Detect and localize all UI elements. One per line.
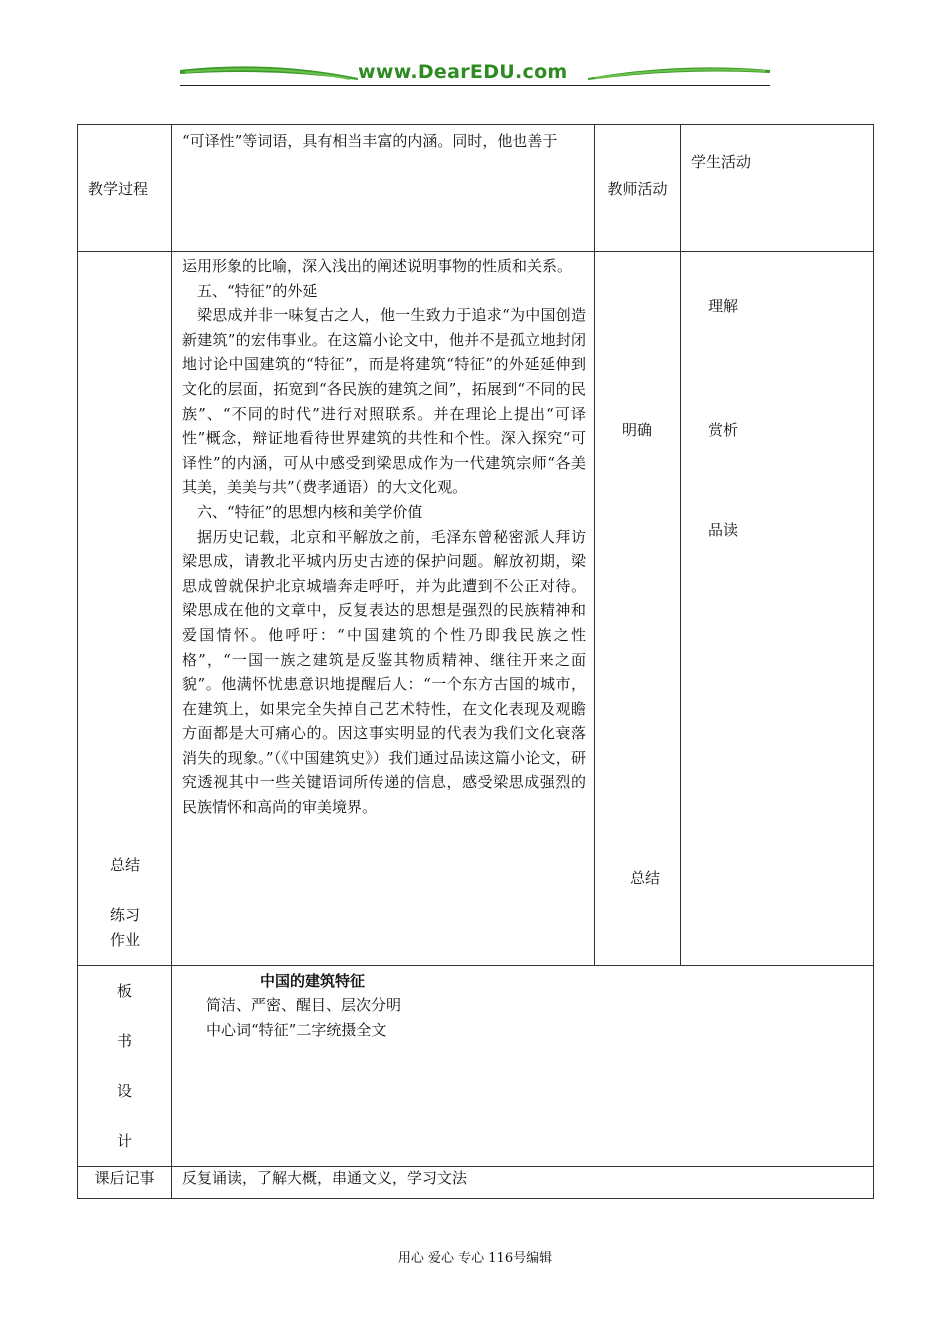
paragraph: 运用形象的比喻，深入浅出的阐述说明事物的性质和关系。 xyxy=(182,257,573,275)
board-line: 简洁、严密、醒目、层次分明 xyxy=(206,996,402,1014)
table-row xyxy=(78,966,874,1167)
label-summary: 总结 xyxy=(110,856,141,874)
main-content-cell xyxy=(172,252,595,966)
after-class-notes-content: 反复诵读，了解大概，串通文义，学习文法 xyxy=(172,1167,874,1199)
header-rule xyxy=(180,85,770,86)
paragraph: 据历史记载，北京和平解放之前，毛泽东曾秘密派人拜访梁思成，请教北平城内历史古迹的保护问题。解放初期，梁思成曾就保护北京城墙奔走呼吁，并为此遭到不公正对待。梁思成在他的文章中，反复表达的思想是强烈的民族精神和爱国情怀。他呼吁：“中国建筑的个性乃即我民族之性格”，“一国一族之建筑是反鉴其物质精神、继往开来之面貌”。他满怀忧患意识地提醒后人：“一个东方古国的城市，在建筑上，如果完全失掉自己艺术特性，在文化表现及观瞻方面都是大可痛心的。因这事实明显的代表为我们文化衰落消失的现象。”（《中国建筑史》）我们通过品读这篇小论文，研究透视其中一些关键语词所传递的信息，感受梁思成强烈的民族情怀和高尚的审美境界。 xyxy=(182,527,586,817)
board-design-content xyxy=(172,966,874,1167)
student-item: 赏析 xyxy=(708,421,739,439)
table-row xyxy=(78,1167,874,1199)
board-design-label xyxy=(78,966,172,1167)
board-label-char: 设 xyxy=(116,1082,132,1100)
board-line: 中心词“特征”二字统摄全文 xyxy=(206,1021,387,1039)
student-activity-cell xyxy=(681,252,874,966)
board-title: 中国的建筑特征 xyxy=(260,972,366,990)
section-heading: 六、“特征”的思想内核和美学价值 xyxy=(197,502,423,521)
student-item: 理解 xyxy=(708,297,739,315)
process-content-cell: “可译性”等词语，具有相当丰富的内涵。同时，他也善于 xyxy=(172,125,595,252)
lesson-plan-table xyxy=(77,124,874,1199)
teacher-activity-cell xyxy=(595,252,681,966)
page-footer: 用心 爱心 专心 116号编辑 xyxy=(397,1251,553,1266)
student-activity-header: 学生活动 xyxy=(681,125,874,252)
paragraph: 梁思成并非一味复古之人，他一生致力于追求“为中国创造新建筑”的宏伟事业。在这篇小论文中，他并不是孤立地封闭地讨论中国建筑的“特征”，而是将建筑“特征”的外延延伸到文化的层面，拓宽到“各民族的建筑之间”，拓展到“不同的民族”、“不同的时代”进行对照联系。并在理论上提出“可译性”概念，辩证地看待世界建筑的共性和个性。深入探究“可译性”的内涵，可从中感受到梁思成作为一代建筑宗师“各美其美，美美与共”（费孝通语）的大文化观。 xyxy=(182,306,586,497)
table-row xyxy=(78,125,874,252)
board-label-char: 板 xyxy=(116,982,132,1000)
teacher-item: 总结 xyxy=(630,869,661,887)
teacher-item: 明确 xyxy=(622,421,653,439)
board-label-char: 计 xyxy=(116,1132,132,1150)
teaching-process-label: 教学过程 xyxy=(78,125,172,252)
site-logo-text: www.DearEDU.com xyxy=(358,61,568,83)
label-practice: 练习 xyxy=(110,906,141,924)
student-item: 品读 xyxy=(708,521,739,539)
after-class-notes-label: 课后记事 xyxy=(78,1167,172,1199)
label-homework: 作业 xyxy=(110,931,141,949)
table-row xyxy=(78,252,874,966)
body-text xyxy=(172,252,594,820)
section-heading: 五、“特征”的外延 xyxy=(197,281,318,300)
left-label-cell xyxy=(78,252,172,966)
board-label-char: 书 xyxy=(116,1032,132,1050)
page-header xyxy=(180,58,770,88)
teacher-activity-header: 教师活动 xyxy=(595,125,681,252)
